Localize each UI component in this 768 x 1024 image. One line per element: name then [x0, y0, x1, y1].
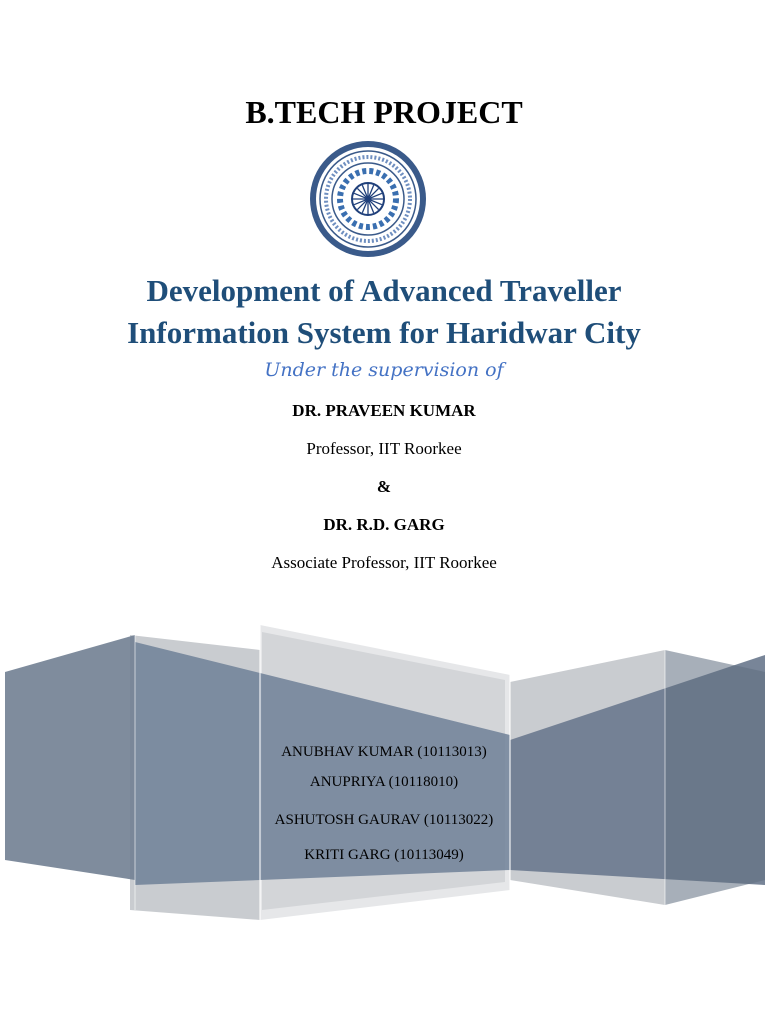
iit-roorkee-emblem-icon	[304, 140, 432, 258]
project-title-line-1: Development of Advanced Traveller	[146, 273, 622, 308]
supervision-label: Under the supervision of	[264, 359, 504, 381]
supervisor-separator: &	[376, 477, 392, 496]
project-title-line-2: Information System for Haridwar City	[127, 315, 641, 350]
supervisor-2-role: Associate Professor, IIT Roorkee	[271, 553, 497, 572]
student-name: KRITI GARG (10113049)	[304, 847, 464, 863]
supervisor-1-name: DR. PRAVEEN KUMAR	[292, 401, 476, 420]
project-title	[0, 270, 768, 354]
student-name: ANUPRIYA (10118010)	[309, 774, 459, 790]
supervisor-1-role: Professor, IIT Roorkee	[306, 439, 462, 458]
supervisor-2-name: DR. R.D. GARG	[323, 515, 445, 534]
student-name: ASHUTOSH GAURAV (10113022)	[274, 812, 494, 828]
page-title: B.TECH PROJECT	[245, 94, 523, 130]
student-name: ANUBHAV KUMAR (10113013)	[281, 744, 487, 760]
